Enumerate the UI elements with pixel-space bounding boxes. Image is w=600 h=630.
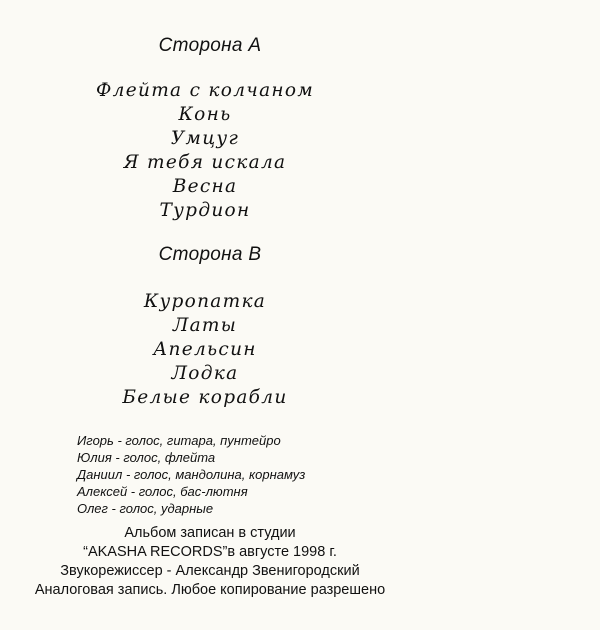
studio-info	[0, 524, 420, 600]
track-item: Лодка	[171, 363, 239, 384]
side-a-tracklist	[0, 79, 410, 223]
credit-line: Алексей - голос, бас-лютня	[77, 484, 248, 499]
track-item: Турдион	[159, 200, 251, 221]
credit-line: Даниил - голос, мандолина, корнамуз	[77, 467, 306, 482]
track-item: Куропатка	[143, 291, 267, 312]
side-b-heading: Сторона В	[158, 244, 262, 265]
studio-line: Альбом записан в студии	[124, 525, 296, 541]
track-item: Конь	[178, 104, 232, 125]
credit-line: Игорь - голос, гитара, пунтейро	[77, 433, 281, 448]
studio-line: Аналоговая запись. Любое копирование разрешено	[34, 582, 386, 598]
track-item: Я тебя искала	[123, 152, 287, 173]
track-item: Латы	[172, 315, 238, 336]
track-item: Белые корабли	[122, 387, 288, 408]
band-credits	[77, 432, 305, 517]
credit-line: Олег - голос, ударные	[77, 501, 214, 516]
track-item: Апельсин	[153, 339, 257, 360]
track-item: Умцуг	[170, 128, 240, 149]
studio-line: Звукорежиссер - Александр Звенигородский	[60, 563, 360, 579]
credit-line: Юлия - голос, флейта	[77, 450, 216, 465]
side-a-heading: Сторона А	[158, 35, 262, 56]
studio-line: “AKASHA RECORDS”в августе 1998 г.	[83, 544, 337, 560]
track-item: Флейта с колчаном	[96, 80, 314, 101]
side-b-tracklist	[0, 290, 410, 410]
track-item: Весна	[172, 176, 238, 197]
